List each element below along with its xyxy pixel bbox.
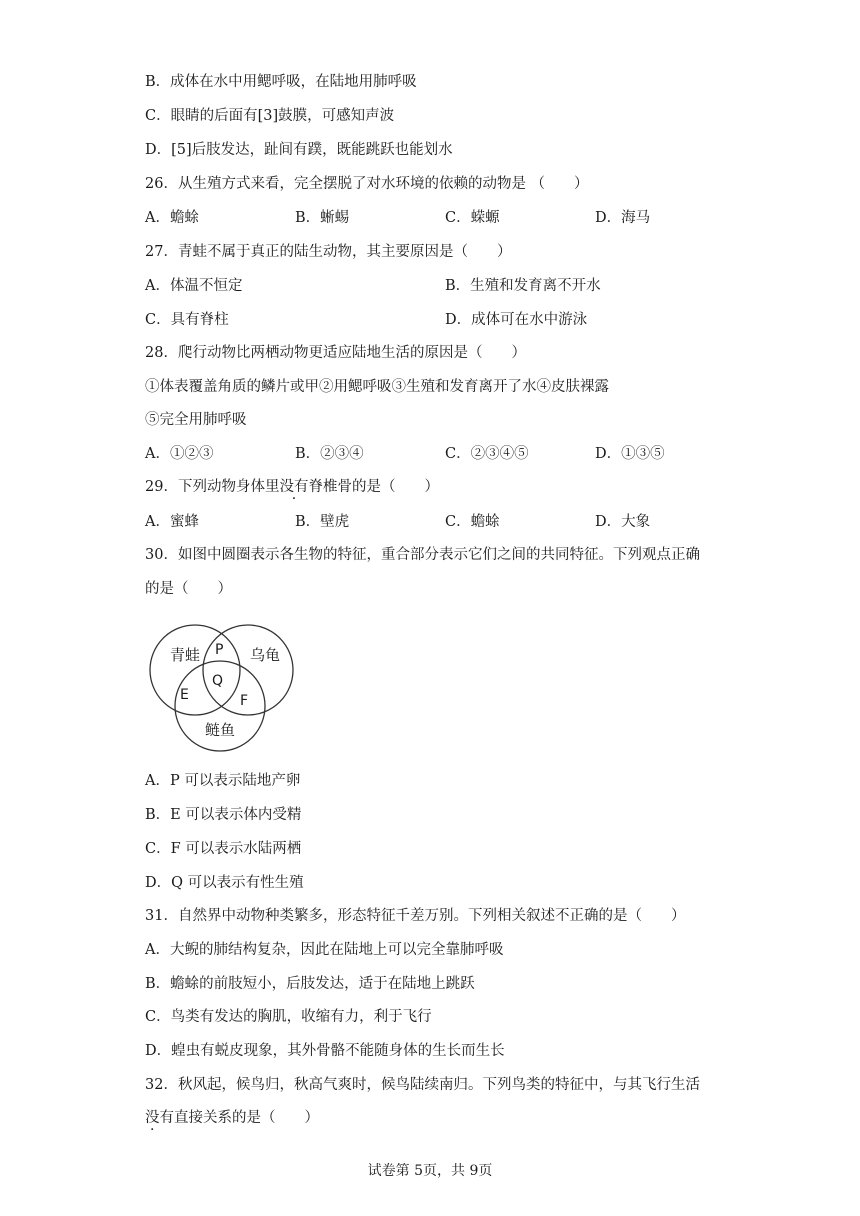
q29-option-b: B．壁虎 bbox=[295, 514, 350, 530]
venn-circle-frog bbox=[150, 625, 240, 715]
q30-option-d: D．Q 可以表示有性生殖 bbox=[145, 875, 304, 891]
q28-option-a: A．①②③ bbox=[145, 446, 214, 462]
venn-region-q: Q bbox=[212, 673, 224, 689]
q26-option-a: A．蟾蜍 bbox=[145, 210, 199, 226]
q31-stem: 31．自然界中动物种类繁多，形态特征千差万别。下列相关叙述不正确的是（ ） bbox=[145, 908, 686, 924]
q26-stem: 26．从生殖方式来看，完全摆脱了对水环境的依赖的动物是 （ ） bbox=[145, 176, 589, 192]
q29-stem-prefix: 29．下列动物身体里 bbox=[145, 479, 280, 495]
q29-emphasis: 没有 bbox=[279, 479, 309, 495]
q25-option-c: C．眼睛的后面有[3]鼓膜，可感知声波 bbox=[145, 108, 395, 124]
q28-option-c: C．②③④⑤ bbox=[445, 446, 529, 462]
q28-statements-line2: ⑤完全用肺呼吸 bbox=[145, 412, 247, 428]
q30-option-b: B．E 可以表示体内受精 bbox=[145, 807, 302, 823]
q25-option-d: D．[5]后肢发达，趾间有蹼，既能跳跃也能划水 bbox=[145, 142, 453, 158]
q27-option-b: B．生殖和发育离不开水 bbox=[445, 278, 601, 294]
q32-emphasis: 没 bbox=[145, 1110, 160, 1126]
q29-option-c: C．蟾蜍 bbox=[445, 514, 500, 530]
q31-option-d: D．蝗虫有蜕皮现象，其外骨骼不能随身体的生长而生长 bbox=[145, 1043, 505, 1059]
q26-option-b: B．蜥蜴 bbox=[295, 210, 350, 226]
q28-statements-line1: ①体表覆盖角质的鳞片或甲②用鳃呼吸③生殖和发育离开了水④皮肤裸露 bbox=[145, 379, 609, 395]
q30-stem-line1: 30．如图中圆圈表示各生物的特征，重合部分表示它们之间的共同特征。下列观点正确 bbox=[145, 547, 700, 563]
venn-label-turtle: 乌龟 bbox=[250, 646, 281, 664]
q31-option-a: A．大鲵的肺结构复杂，因此在陆地上可以完全靠肺呼吸 bbox=[145, 942, 504, 958]
q30-stem-line2: 的是（ ） bbox=[145, 581, 232, 597]
q32-stem-line2 bbox=[145, 1108, 319, 1128]
q26-option-c: C．蝾螈 bbox=[445, 210, 500, 226]
q27-stem: 27．青蛙不属于真正的陆生动物，其主要原因是（ ） bbox=[145, 244, 512, 260]
q32-stem-line2-rest: 有直接关系的是（ ） bbox=[159, 1110, 319, 1126]
q29-option-a: A．蜜蜂 bbox=[145, 514, 199, 530]
venn-label-frog: 青蛙 bbox=[170, 646, 201, 664]
q29-stem bbox=[145, 477, 439, 497]
q28-option-b: B．②③④ bbox=[295, 446, 364, 462]
venn-label-fish: 鲢鱼 bbox=[205, 721, 236, 739]
q32-stem-line1: 32．秋风起，候鸟归，秋高气爽时，候鸟陆续南归。下列鸟类的特征中，与其飞行生活 bbox=[145, 1077, 700, 1093]
q28-stem: 28．爬行动物比两栖动物更适应陆地生活的原因是（ ） bbox=[145, 345, 526, 361]
q29-option-d: D．大象 bbox=[595, 514, 651, 530]
q27-option-c: C．具有脊柱 bbox=[145, 312, 229, 328]
q28-option-d: D．①③⑤ bbox=[595, 446, 665, 462]
q27-option-d: D．成体可在水中游泳 bbox=[445, 312, 588, 328]
q31-option-c: C．鸟类有发达的胸肌，收缩有力，利于飞行 bbox=[145, 1009, 432, 1025]
venn-diagram bbox=[145, 618, 305, 753]
q30-option-c: C．F 可以表示水陆两栖 bbox=[145, 841, 302, 857]
venn-region-f: F bbox=[240, 693, 249, 709]
q27-option-a: A．体温不恒定 bbox=[145, 278, 243, 294]
q31-option-b: B．蟾蜍的前肢短小，后肢发达，适于在陆地上跳跃 bbox=[145, 976, 475, 992]
venn-region-e: E bbox=[180, 687, 189, 703]
q25-option-b: B．成体在水中用鳃呼吸，在陆地用肺呼吸 bbox=[145, 74, 417, 90]
q30-option-a: A．P 可以表示陆地产卵 bbox=[145, 773, 301, 789]
q29-stem-suffix: 脊椎骨的是（ ） bbox=[308, 479, 439, 495]
page-footer: 试卷第 5页，共 9页 bbox=[367, 1163, 493, 1179]
q26-option-d: D．海马 bbox=[595, 210, 651, 226]
venn-region-p: P bbox=[215, 642, 224, 658]
